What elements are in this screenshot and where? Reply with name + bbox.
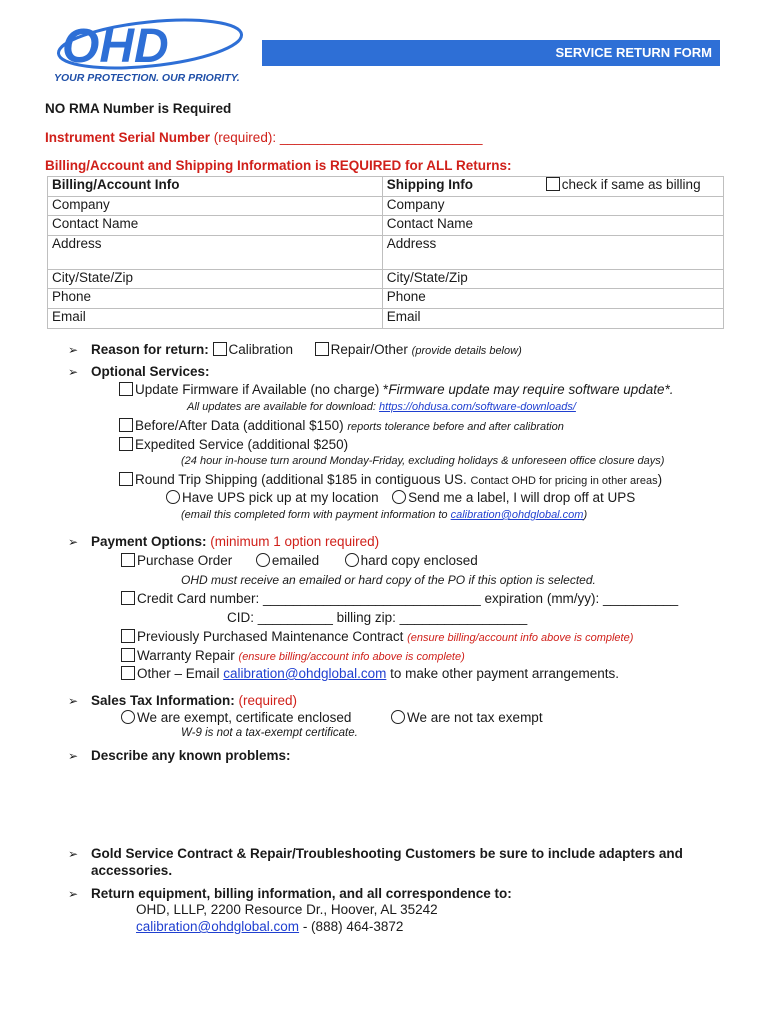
gold-service-line2: accessories. [91, 863, 173, 878]
tax-exempt-option [121, 710, 351, 725]
serial-required: (required): [210, 130, 280, 145]
shipping-contact-field[interactable]: Contact Name [382, 216, 723, 236]
ohd-logo [54, 16, 254, 84]
po-note: OHD must receive an emailed or hard copy of the PO if this option is selected. [181, 573, 596, 587]
round-trip-checkbox[interactable] [119, 472, 133, 486]
round-trip-close: ) [657, 472, 663, 487]
repair-other-checkbox[interactable] [315, 342, 329, 356]
shipping-header: Shipping Info [386, 177, 473, 192]
calibration-checkbox[interactable] [213, 342, 227, 356]
not-tax-exempt-label: We are not tax exempt [407, 710, 543, 725]
optional-services-label: Optional Services: [91, 364, 210, 379]
warranty-note: (ensure billing/account info above is complete) [238, 651, 465, 663]
sales-tax-line [91, 693, 297, 708]
return-phone: - (888) 464-3872 [299, 919, 404, 934]
round-trip-label: Round Trip Shipping (additional $185 in contiguous US. [135, 472, 471, 487]
shipping-header-cell [382, 177, 723, 197]
billing-company-field[interactable]: Company [48, 196, 383, 216]
maintenance-note: (ensure billing/account info above is complete) [407, 632, 634, 644]
same-as-billing-label: check if same as billing [561, 177, 701, 192]
other-payment-label: Other – Email [137, 666, 224, 681]
maintenance-checkbox[interactable] [121, 629, 135, 643]
maintenance-option [121, 629, 633, 644]
email-form-close: ) [583, 509, 588, 521]
payment-label: Payment Options: [91, 534, 207, 549]
expedited-checkbox[interactable] [119, 437, 133, 451]
bullet-arrow-icon: ➢ [68, 343, 79, 357]
po-hard-copy-radio[interactable] [345, 553, 359, 567]
bullet-arrow-icon: ➢ [68, 749, 79, 763]
ups-options [166, 490, 635, 505]
serial-label: Instrument Serial Number [45, 130, 211, 145]
round-trip-option [119, 472, 662, 487]
return-to-label: Return equipment, billing information, and all correspondence to: [91, 886, 512, 901]
return-email-link[interactable]: calibration@ohdglobal.com [136, 919, 300, 934]
payment-min-note: (minimum 1 option required) [206, 534, 380, 549]
billing-header: Billing/Account Info [48, 177, 383, 197]
billing-shipping-table [47, 176, 724, 329]
credit-card-option [121, 591, 678, 606]
po-emailed-label: emailed [271, 553, 320, 568]
shipping-phone-field[interactable]: Phone [382, 289, 723, 309]
purchase-order-checkbox[interactable] [121, 553, 135, 567]
email-form-link[interactable]: calibration@ohdglobal.com [450, 509, 584, 521]
reason-label: Reason for return: [91, 342, 209, 357]
email-form-text: (email this completed form with payment information to [181, 509, 451, 521]
gold-service-line1: Gold Service Contract & Repair/Troubleshooting Customers be sure to include adapters and [91, 846, 683, 861]
warranty-checkbox[interactable] [121, 648, 135, 662]
downloads-text: All updates are available for download: [187, 401, 380, 413]
calibration-label: Calibration [228, 342, 294, 357]
shipping-email-field[interactable]: Email [382, 308, 723, 328]
before-after-option [119, 418, 564, 433]
bullet-arrow-icon: ➢ [68, 847, 79, 861]
ups-pickup-label: Have UPS pick up at my location [182, 490, 379, 505]
expedited-note: (24 hour in-house turn around Monday-Friday, excluding holidays & unforeseen office closure days) [181, 455, 665, 467]
w9-note: W-9 is not a tax-exempt certificate. [181, 727, 358, 739]
other-payment-rest: to make other payment arrangements. [386, 666, 619, 681]
problems-label: Describe any known problems: [91, 748, 291, 763]
send-label-radio[interactable] [392, 490, 406, 504]
credit-card-checkbox[interactable] [121, 591, 135, 605]
form-title-bar [262, 40, 720, 66]
repair-other-note: (provide details below) [411, 345, 522, 357]
bullet-arrow-icon: ➢ [68, 535, 79, 549]
sales-tax-label: Sales Tax Information: [91, 693, 235, 708]
email-form-line [181, 509, 587, 521]
not-tax-exempt-radio[interactable] [391, 710, 405, 724]
billing-contact-field[interactable]: Contact Name [48, 216, 383, 236]
other-payment-option [121, 666, 619, 681]
no-rma-note: NO RMA Number is Required [45, 101, 232, 116]
shipping-address-field[interactable]: Address [382, 235, 723, 269]
problems-input-area[interactable] [91, 768, 721, 840]
purchase-order-label: Purchase Order [137, 553, 233, 568]
warranty-option [121, 648, 465, 663]
warranty-label: Warranty Repair [137, 648, 239, 663]
downloads-line [187, 401, 576, 413]
bullet-arrow-icon: ➢ [68, 694, 79, 708]
return-address: OHD, LLLP, 2200 Resource Dr., Hoover, AL 35242 [136, 902, 438, 917]
billing-required-note: Billing/Account and Shipping Information is REQUIRED for ALL Returns: [45, 158, 512, 173]
maintenance-label: Previously Purchased Maintenance Contract [137, 629, 408, 644]
po-emailed-radio[interactable] [256, 553, 270, 567]
sales-tax-required: (required) [234, 693, 298, 708]
round-trip-note: Contact OHD for pricing in other areas [470, 475, 658, 487]
logo-tagline: YOUR PROTECTION. OUR PRIORITY. [54, 72, 240, 84]
expedited-option [119, 437, 348, 452]
repair-other-label: Repair/Other [330, 342, 408, 357]
not-tax-exempt-option [391, 710, 543, 725]
serial-input[interactable]: ___________________________ [279, 130, 483, 145]
before-after-note: reports tolerance before and after calibration [347, 421, 564, 433]
cid-zip-line[interactable]: CID: __________ billing zip: _________________ [227, 610, 528, 625]
downloads-link[interactable]: https://ohdusa.com/software-downloads/ [379, 401, 576, 413]
tax-exempt-label: We are exempt, certificate enclosed [137, 710, 352, 725]
same-as-billing-option[interactable] [546, 177, 701, 192]
shipping-citystatezip-field[interactable]: City/State/Zip [382, 269, 723, 289]
billing-address-field[interactable]: Address [48, 235, 383, 269]
credit-card-label[interactable]: Credit Card number: _____________________________ expiration (mm/yy): __________ [137, 591, 679, 606]
other-payment-checkbox[interactable] [121, 666, 135, 680]
form-title: SERVICE RETURN FORM [555, 45, 712, 60]
firmware-label: Update Firmware if Available (no charge) * [135, 382, 389, 397]
bullet-arrow-icon: ➢ [68, 887, 79, 901]
send-label-label: Send me a label, I will drop off at UPS [408, 490, 636, 505]
tax-exempt-radio[interactable] [121, 710, 135, 724]
reason-line [91, 342, 522, 357]
payment-options-line [91, 534, 379, 549]
billing-email-field[interactable]: Email [48, 308, 383, 328]
firmware-note: Firmware update may require software update*. [388, 382, 674, 397]
serial-number-line [45, 130, 483, 145]
shipping-company-field[interactable]: Company [382, 196, 723, 216]
purchase-order-option [121, 553, 478, 568]
bullet-arrow-icon: ➢ [68, 365, 79, 379]
expedited-label: Expedited Service (additional $250) [135, 437, 349, 452]
billing-citystatezip-field[interactable]: City/State/Zip [48, 269, 383, 289]
same-as-billing-checkbox[interactable] [546, 177, 560, 191]
billing-phone-field[interactable]: Phone [48, 289, 383, 309]
firmware-checkbox[interactable] [119, 382, 133, 396]
po-hard-copy-label: hard copy enclosed [360, 553, 478, 568]
before-after-checkbox[interactable] [119, 418, 133, 432]
return-contact-line [136, 919, 403, 934]
logo-brand-text: OHD [62, 20, 169, 73]
before-after-label: Before/After Data (additional $150) [135, 418, 348, 433]
other-payment-link[interactable]: calibration@ohdglobal.com [223, 666, 387, 681]
ups-pickup-radio[interactable] [166, 490, 180, 504]
firmware-option [119, 382, 674, 397]
